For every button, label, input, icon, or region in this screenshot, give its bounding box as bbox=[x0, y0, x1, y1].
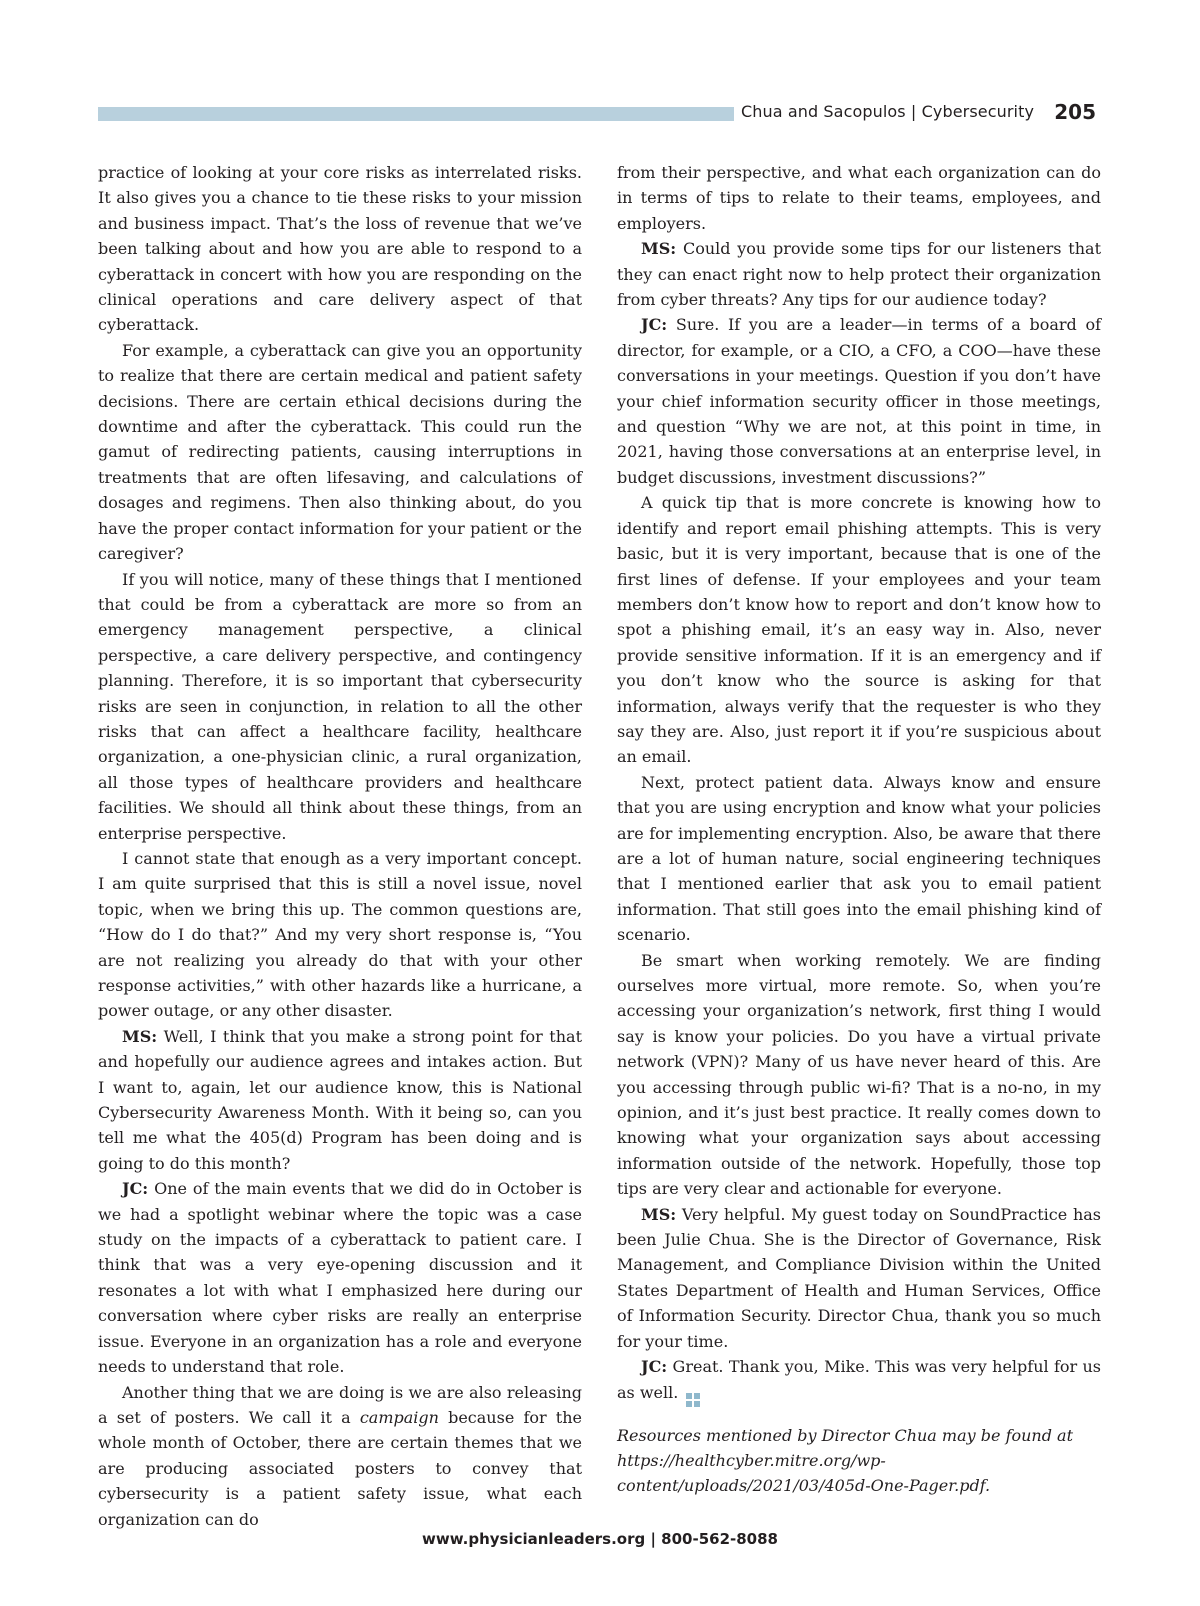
speaker-label: JC: bbox=[122, 1179, 149, 1199]
right-column bbox=[617, 160, 1101, 1499]
paragraph: Be smart when working remotely. We are finding ourselves more virtual, more remote. So, when you’re accessing your organization’s network, first thing I would say is know your policies. Do you have a virtual private network (VPN)? Many of us have never heard of this. Are you accessing through public wi-fi? That is a no-no, in my opinion, and it’s just best practice. It really comes down to knowing what your organization says about accessing information outside of the network. Hopefully, those top tips are very clear and actionable for everyone. bbox=[617, 950, 1101, 1199]
paragraph: practice of looking at your core risks as interrelated risks. It also gives you a chance to tie these risks to your mission and business impact. That’s the loss of revenue that we’ve been talking about and how you are able to respond to a cyberattack in concert with how you are responding on the clinical operations and care delivery aspect of that cyberattack. bbox=[98, 163, 582, 335]
speaker-label: JC: bbox=[641, 1357, 668, 1377]
running-title: Chua and Sacopulos | Cybersecurity bbox=[741, 102, 1035, 121]
paragraph: For example, a cyberattack can give you an opportunity to realize that there are certain medical and patient safety decisions. There are certain ethical decisions during the downtime and after the cyberattack. This could run the gamut of redirecting patients, causing interruptions in treatments that are often lifesaving, and calculations of dosages and regimens. Then also thinking about, do you have the proper contact information for your patient or the caregiver? bbox=[98, 340, 582, 564]
paragraph bbox=[98, 1176, 582, 1379]
emphasis-text: campaign bbox=[359, 1407, 439, 1427]
resources-note: Resources mentioned by Director Chua may be found at https://healthcyber.mitre.org/wp-content/uploads/2021/03/405d-One-Pager.pdf. bbox=[617, 1425, 1074, 1496]
paragraph-text: Very helpful. My guest today on SoundPractice has been Julie Chua. She is the Director of Governance, Risk Management, and Compliance Division within the United States Department of Health and Human Services, Office of Information Security. Director Chua, thank you so much for your time. bbox=[617, 1204, 1101, 1351]
paragraph bbox=[617, 1354, 1101, 1406]
speaker-label: MS: bbox=[641, 1204, 677, 1224]
speaker-label: JC: bbox=[641, 315, 668, 335]
paragraph-text: Well, I think that you make a strong point for that and hopefully our audience agrees and intakes action. But I want to, again, let our audience know, this is National Cybersecurity Awareness Month. With it being so, can you tell me what the 405(d) Program has been doing and is going to do this month? bbox=[98, 1026, 582, 1173]
paragraph: If you will notice, many of these things that I mentioned that could be from a cyberattack are more so from an emergency management perspective, a clinical perspective, a care delivery perspective, and contingency planning. Therefore, it is so important that cybersecurity risks are seen in conjunction, in relation to all the other risks that can affect a healthcare facility, healthcare organization, a one-physician clinic, a rural organization, all those types of healthcare providers and healthcare facilities. We should all think about these things, from an enterprise perspective. bbox=[98, 569, 582, 843]
paragraph: Next, protect patient data. Always know and ensure that you are using encryption and know what your policies are for implementing encryption. Also, be aware that there are a lot of human nature, social engineering techniques that I mentioned earlier that ask you to email patient information. That still goes into the email phishing kind of scenario. bbox=[617, 772, 1101, 945]
header-rule-bar bbox=[98, 107, 734, 121]
page-number: 205 bbox=[1054, 100, 1096, 124]
paragraph-text: One of the main events that we did do in October is we had a spotlight webinar where the topic was a case study on the impacts of a cyberattack to patient care. I think that was a very eye-opening discussion and it resonates a lot with what I emphasized here during our conversation where cyber risks are really an enterprise issue. Everyone in an organization has a role and everyone needs to understand that role. bbox=[98, 1179, 582, 1377]
paragraph-text: Sure. If you are a leader—in terms of a board of director, for example, or a CIO, a CFO, a COO—have these conversations in your meetings. Question if you don’t have your chief information security officer in those meetings, and question “Why we are not, at this point in time, in 2021, having those conversations at an enterprise level, in budget discussions, investment discussions?” bbox=[617, 315, 1101, 487]
paragraph: from their perspective, and what each organization can do in terms of tips to relate to their teams, employees, and employers. bbox=[617, 163, 1101, 233]
left-column bbox=[98, 160, 582, 1532]
speaker-label: MS: bbox=[641, 239, 677, 259]
paragraph: A quick tip that is more concrete is knowing how to identify and report email phishing attempts. This is very basic, but it is very important, because that is one of the first lines of defense. If your employees and your team members don’t know how to report and don’t know how to spot a phishing email, it’s an easy way in. Also, never provide sensitive information. If it is an emergency and if you don’t know who the source is asking for that information, always verify that the requester is who they say they are. Also, just report it if you’re suspicious about an email. bbox=[617, 493, 1101, 767]
paragraph-text: Great. Thank you, Mike. This was very helpful for us as well. bbox=[617, 1357, 1101, 1402]
paragraph-text: Another thing that we are doing is we are also releasing a set of posters. We call it a bbox=[98, 1382, 582, 1427]
paragraph-text: because for the whole month of October, there are certain themes that we are producing associated posters to convey that cybersecurity is a patient safety issue, what each organization can do bbox=[98, 1407, 583, 1529]
paragraph bbox=[617, 236, 1101, 312]
end-mark-icon bbox=[686, 1393, 700, 1407]
paragraph-text: Could you provide some tips for our listeners that they can enact right now to help protect their organization from cyber threats? Any tips for our audience today? bbox=[617, 239, 1101, 310]
paragraph bbox=[98, 1024, 582, 1176]
paragraph bbox=[617, 312, 1101, 490]
paragraph bbox=[617, 1202, 1101, 1354]
paragraph: I cannot state that enough as a very important concept. I am quite surprised that this is still a novel issue, novel topic, when we bring this up. The common questions are, “How do I do that?” And my very short response is, “You are not realizing you already do that with your other response activities,” with other hazards like a hurricane, a power outage, or any other disaster. bbox=[98, 848, 582, 1021]
paragraph bbox=[98, 1380, 582, 1532]
footer-contact: www.physicianleaders.org | 800-562-8088 bbox=[422, 1530, 778, 1548]
speaker-label: MS: bbox=[122, 1026, 158, 1046]
